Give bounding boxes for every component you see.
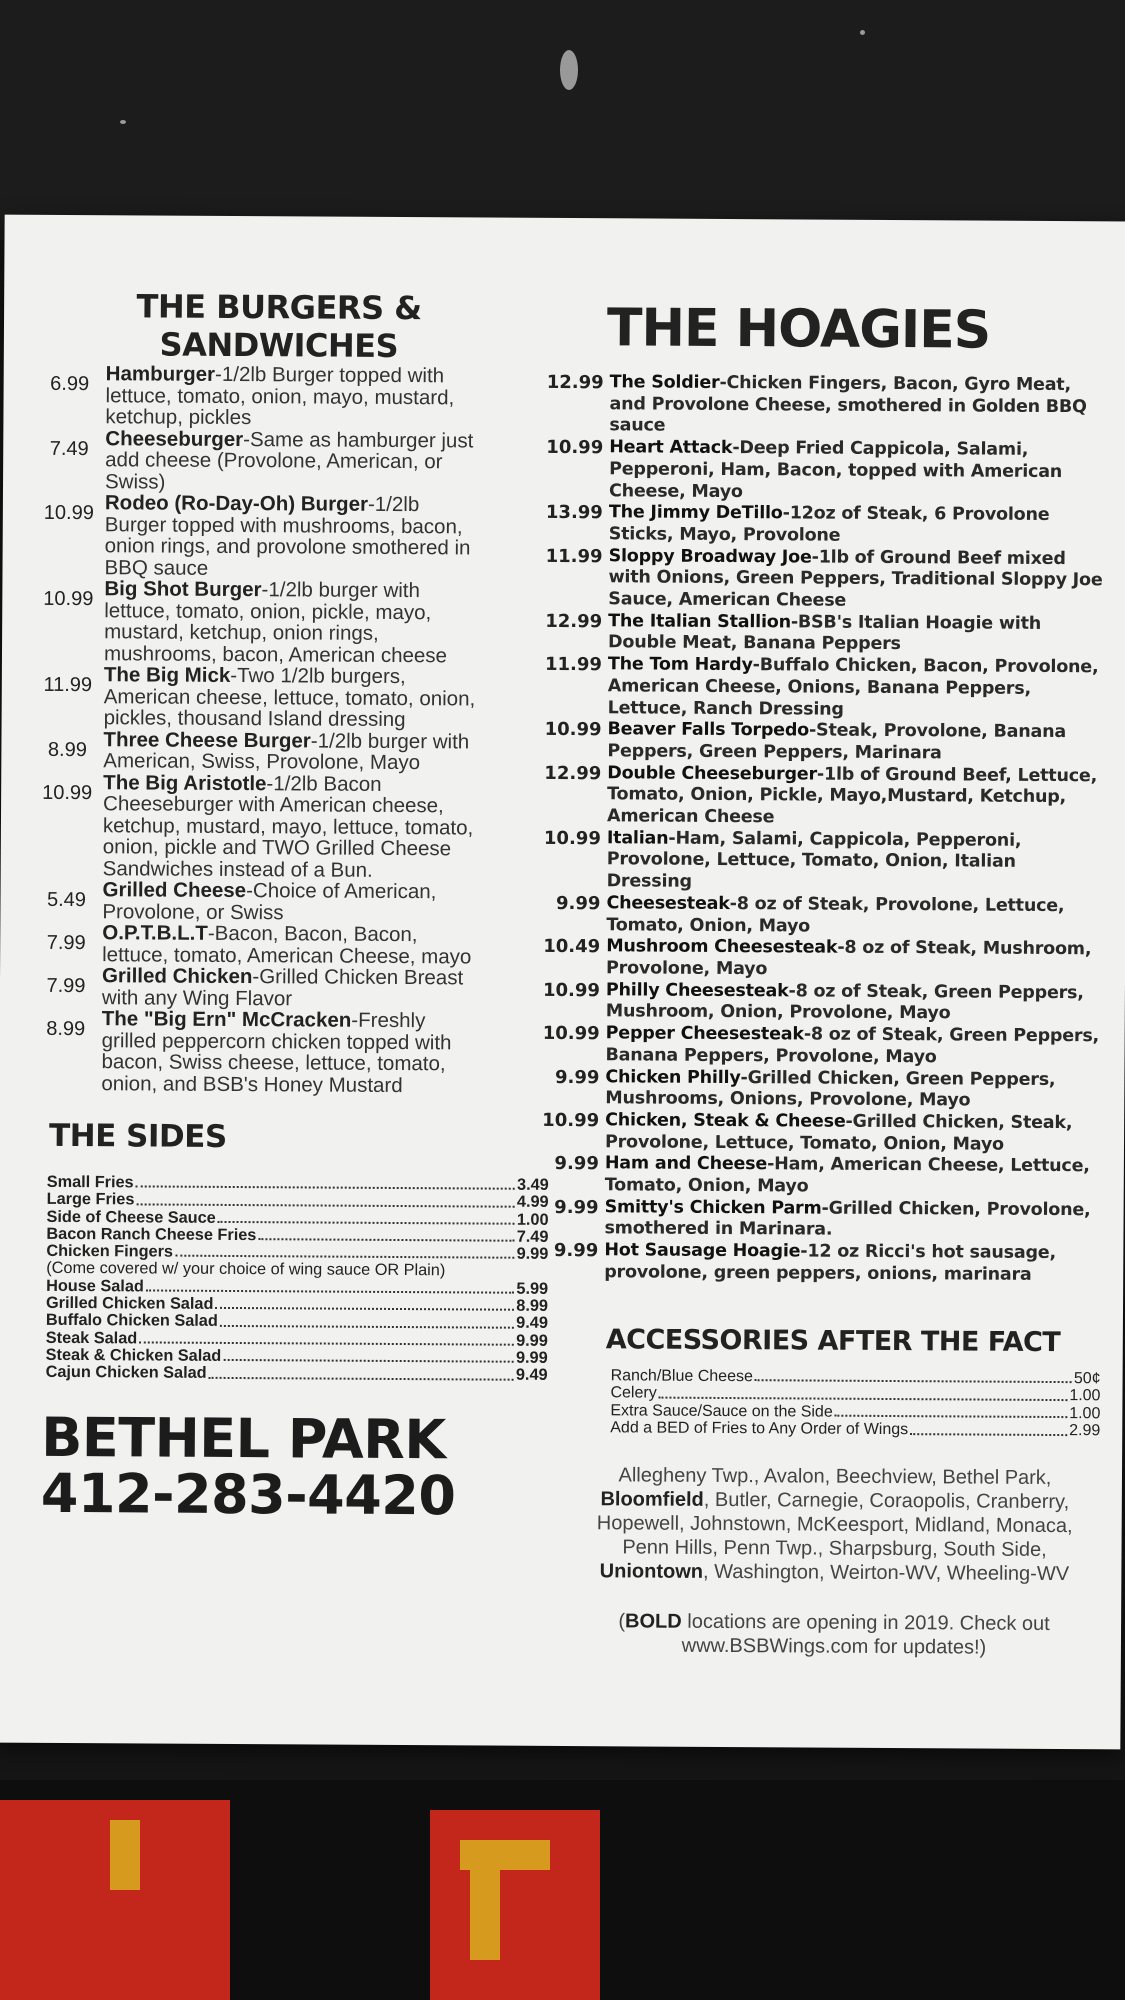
item-price: 10.99 — [42, 781, 93, 804]
line-price: 9.49 — [516, 1314, 548, 1333]
menu-item — [30, 879, 510, 925]
line-price: 9.99 — [515, 1348, 548, 1367]
line-label: Steak & Chicken Salad — [45, 1345, 222, 1365]
menu-item — [540, 611, 1115, 658]
item-price: 10.99 — [43, 501, 94, 525]
locations-bold: Uniontown — [599, 1559, 704, 1583]
item-description — [605, 1023, 1105, 1069]
line-label: Bacon Ranch Cheese Fries — [46, 1224, 257, 1245]
line-label: Add a BED of Fries to Any Order of Wings — [610, 1419, 909, 1439]
item-price: 9.99 — [554, 1196, 599, 1218]
item-details: -1lb of Ground Beef, Lettuce, Tomato, Onion, Pickle, Mayo,Mustard, Ketchup, American Cheese — [606, 764, 1098, 828]
item-details: -Bacon, Bacon, Bacon, lettuce, tomato, American Cheese, mayo — [102, 921, 472, 968]
dot-leader — [258, 1238, 514, 1242]
item-price: 10.99 — [542, 979, 601, 1001]
dot-leader — [136, 1186, 515, 1190]
accessories-heading: ACCESSORIES AFTER THE FACT — [605, 1323, 1061, 1358]
item-description — [608, 654, 1108, 722]
item-name: Heart Attack — [609, 437, 733, 459]
item-details: -1/2lb burger with lettuce, tomato, onion, pickle, mayo, mustard, ketchup, onion rings, mushrooms, bacon, American cheese — [103, 578, 448, 667]
menu-item — [540, 545, 1115, 614]
item-description — [605, 1067, 1105, 1113]
item-price: 11.99 — [545, 545, 603, 567]
item-price: 8.99 — [47, 738, 87, 761]
dot-leader — [835, 1415, 1067, 1418]
item-name: Chicken Philly — [605, 1066, 741, 1088]
item-details: -Deep Fried Cappicola, Salami, Pepperoni, Ham, Bacon, topped with American Cheese, Mayo — [608, 438, 1063, 502]
sides-heading: THE SIDES — [48, 1117, 227, 1155]
item-details: -1/2lb Burger topped with lettuce, tomato, onion, mayo, mustard, ketchup, pickles — [105, 362, 455, 430]
item-name: The "Big Ern" McCracken — [101, 1007, 352, 1032]
item-price: 11.99 — [544, 654, 603, 676]
rug-gold-patch — [110, 1820, 140, 1890]
menu-item — [30, 965, 510, 1011]
menu-item — [539, 763, 1114, 832]
store-phone: 412-283-4420 — [40, 1461, 456, 1527]
price-line — [610, 1419, 1100, 1439]
item-price: 7.99 — [46, 974, 86, 998]
menu-item — [31, 771, 512, 881]
locations-part: Allegheny Twp., Avalon, Beechview, Bethel Park, — [618, 1463, 1052, 1489]
item-name: Pepper Cheesesteak — [605, 1023, 804, 1045]
item-name: The Big Aristotle — [103, 770, 267, 795]
dot-leader — [215, 1307, 514, 1311]
line-price: 8.99 — [516, 1296, 549, 1315]
item-description — [605, 1154, 1105, 1200]
menu-item — [32, 578, 513, 667]
menu-item — [538, 980, 1113, 1027]
menu-item — [541, 502, 1116, 549]
menu-item — [31, 728, 511, 774]
item-details: -Freshly grilled peppercorn chicken topped with bacon, Swiss cheese, lettuce, tomato, onion, and BSB's Honey Mustard — [101, 1008, 452, 1097]
dot-leader — [139, 1341, 514, 1345]
menu-item — [30, 922, 510, 968]
item-description — [604, 1197, 1104, 1243]
item-price: 11.99 — [43, 673, 93, 697]
item-description — [607, 828, 1107, 896]
item-details: -1/2lb Burger topped with mushrooms, bacon, onion rings, and provolone smothered in BBQ sauce — [104, 492, 471, 580]
item-description — [607, 763, 1107, 831]
item-description — [104, 492, 485, 580]
line-price: 7.49 — [516, 1227, 549, 1246]
item-details: -Grilled Chicken Breast with any Wing Flavor — [101, 965, 464, 1010]
item-details: -8 oz of Steak, Provolone, Lettuce, Tomato, Onion, Mayo — [606, 893, 1065, 937]
notice-bold: BOLD — [625, 1609, 682, 1633]
price-line — [611, 1367, 1101, 1387]
table-speck — [860, 30, 865, 35]
line-label: Celery — [610, 1384, 657, 1402]
item-details: -Grilled Chicken, Steak, Provolone, Lettuce, Tomato, Onion, Mayo — [604, 1111, 1073, 1155]
line-price: 5.99 — [516, 1279, 549, 1298]
menu-item — [536, 1197, 1111, 1244]
item-price: 10.99 — [543, 827, 601, 849]
menu-item — [536, 1240, 1111, 1287]
opening-notice — [574, 1609, 1094, 1660]
notice-part: ( — [618, 1609, 626, 1632]
item-price: 12.99 — [546, 371, 604, 394]
line-label: Ranch/Blue Cheese — [610, 1366, 753, 1385]
table-surface — [0, 0, 1125, 240]
accessories-list — [610, 1367, 1100, 1440]
price-line — [46, 1364, 548, 1384]
dot-leader — [218, 1221, 515, 1225]
menu-item — [33, 427, 513, 494]
line-price: 1.00 — [1069, 1404, 1101, 1422]
item-description — [607, 720, 1107, 766]
dot-leader — [175, 1255, 515, 1259]
item-name: Hot Sausage Hoagie — [604, 1240, 801, 1262]
menu-item — [538, 893, 1113, 940]
line-label: Large Fries — [46, 1190, 135, 1209]
item-name: O.P.T.B.L.T — [102, 921, 208, 945]
rug-gold-patch — [470, 1870, 500, 1960]
item-name: The Italian Stallion — [608, 611, 791, 633]
item-description — [105, 363, 485, 430]
line-price: 1.00 — [516, 1210, 549, 1229]
left-column — [27, 287, 549, 1527]
rug-red-patch — [430, 1810, 600, 2000]
menu-item — [541, 437, 1116, 506]
dot-leader — [755, 1379, 1072, 1383]
item-price: 10.99 — [542, 1022, 600, 1045]
dot-leader — [220, 1325, 514, 1329]
item-details: -1/2lb Bacon Cheeseburger with American cheese, ketchup, mustard, mayo, lettuce, tomato, onion, pickle and TWO Grilled Cheese Sandwiches instead of a Bun. — [102, 771, 474, 882]
dot-leader — [136, 1203, 515, 1207]
locations-bold: Bloomfield — [600, 1487, 704, 1511]
line-price: 1.00 — [1069, 1387, 1101, 1405]
item-price: 12.99 — [545, 610, 603, 632]
item-price: 7.99 — [46, 931, 86, 955]
item-description — [609, 437, 1109, 505]
dot-leader — [223, 1359, 514, 1363]
item-price: 13.99 — [545, 502, 603, 524]
item-details: -8 oz of Steak, Green Peppers, Mushroom, Onion, Provolone, Mayo — [605, 981, 1084, 1024]
item-name: Beaver Falls Torpedo — [607, 719, 810, 741]
menu-item — [537, 1066, 1112, 1113]
item-price: 10.99 — [43, 587, 94, 611]
item-details: -Buffalo Chicken, Bacon, Provolone, American Cheese, Onions, Banana Peppers, Lettuce, Ranch Dressing — [607, 655, 1099, 720]
menu-item — [537, 1023, 1112, 1070]
menu-item — [32, 664, 512, 731]
item-price: 10.49 — [543, 936, 601, 958]
right-column — [534, 298, 1117, 1660]
item-name: Cheeseburger — [105, 426, 244, 451]
item-name: Big Shot Burger — [104, 577, 262, 602]
item-name: Rodeo (Ro-Day-Oh) Burger — [104, 491, 369, 516]
item-price: 9.99 — [555, 892, 601, 915]
menu-item — [539, 828, 1114, 897]
item-name: Mushroom Cheesesteak — [606, 936, 838, 958]
item-price: 12.99 — [544, 762, 602, 784]
sides-list — [46, 1174, 549, 1385]
item-description — [103, 772, 484, 882]
item-details: -12 oz Ricci's hot sausage, provolone, green peppers, onions, marinara — [604, 1241, 1056, 1285]
item-name: Philly Cheesesteak — [605, 979, 789, 1002]
menu-item — [29, 1008, 510, 1097]
notice-part: locations are opening in 2019. Check out www.BSBWings.com for updates!) — [681, 1610, 1050, 1659]
line-label: Steak Salad — [45, 1328, 138, 1348]
locations-part: , Butler, Carnegie, Coraopolis, Cranberry, Hopewell, Johnstown, McKeesport, Midland, Monaca, Penn Hills, Penn Twp., Sharpsburg, South Side, — [596, 1488, 1073, 1561]
locations-part: , Washington, Weirton-WV, Wheeling-WV — [702, 1560, 1070, 1585]
menu-item — [540, 654, 1115, 723]
item-description — [102, 965, 482, 1010]
burgers-heading: THE BURGERS & SANDWICHES — [136, 287, 422, 365]
item-details: -1lb of Ground Beef mixed with Onions, Green Peppers, Traditional Sloppy Joe Sauce, American Cheese — [608, 547, 1103, 611]
line-label: Buffalo Chicken Salad — [45, 1311, 218, 1331]
item-details: -Ham, American Cheese, Lettuce, Tomato, Onion, Mayo — [604, 1154, 1090, 1197]
item-name: Chicken, Steak & Cheese — [605, 1110, 846, 1132]
item-name: The Soldier — [609, 372, 720, 393]
item-description — [102, 922, 482, 967]
item-name: Grilled Chicken — [101, 964, 253, 989]
line-price: 9.49 — [515, 1365, 548, 1385]
store-name: BETHEL PARK — [41, 1405, 446, 1471]
dot-leader — [209, 1376, 514, 1380]
item-price: 6.99 — [50, 372, 90, 396]
item-name: The Jimmy DeTillo — [608, 502, 783, 524]
item-name: Ham and Cheese — [604, 1153, 768, 1175]
dot-leader — [910, 1433, 1067, 1436]
item-details: -Ham, Salami, Cappicola, Pepperoni, Provolone, Lettuce, Tomato, Onion, Italian Dressing — [606, 828, 1022, 892]
item-price: 9.99 — [554, 1153, 599, 1175]
item-details: -12oz of Steak, 6 Provolone Sticks, Mayo, Provolone — [608, 503, 1050, 546]
line-label: Small Fries — [46, 1172, 134, 1192]
line-label: Grilled Chicken Salad — [45, 1293, 214, 1313]
line-price: 4.99 — [516, 1193, 549, 1212]
line-label: Cajun Chicken Salad — [45, 1363, 207, 1383]
item-description — [608, 611, 1108, 657]
item-name: Three Cheese Burger — [103, 727, 311, 752]
item-description — [609, 502, 1109, 548]
line-price: 2.99 — [1069, 1422, 1101, 1440]
line-label: Extra Sauce/Sauce on the Side — [610, 1401, 833, 1421]
item-price: 8.99 — [46, 1017, 86, 1041]
menu-sheet — [0, 215, 1125, 1750]
item-price: 10.99 — [546, 437, 604, 459]
item-price: 7.49 — [49, 437, 89, 460]
item-price: 9.99 — [553, 1240, 599, 1262]
item-description — [104, 578, 485, 666]
item-name: Double Cheeseburger — [607, 762, 818, 785]
item-description — [101, 1008, 482, 1096]
rug-gold-patch — [460, 1840, 550, 1870]
line-price: 9.99 — [516, 1331, 548, 1350]
menu-item — [537, 1153, 1112, 1200]
item-name: The Tom Hardy — [607, 654, 753, 676]
menu-item — [537, 1110, 1112, 1157]
line-label: Chicken Fingers — [46, 1242, 174, 1261]
line-label: House Salad — [46, 1276, 144, 1296]
locations-text — [574, 1463, 1095, 1586]
item-name: Hamburger — [105, 362, 216, 386]
item-name: The Big Mick — [103, 663, 231, 687]
table-speck — [120, 120, 126, 124]
item-details: -8 oz of Steak, Green Peppers, Banana Peppers, Provolone, Mayo — [605, 1024, 1100, 1068]
item-description — [103, 729, 483, 774]
burgers-list — [29, 363, 513, 1097]
item-description — [606, 937, 1106, 983]
item-name: Grilled Cheese — [102, 878, 247, 903]
line-price: 9.99 — [516, 1244, 549, 1264]
menu-item — [538, 936, 1113, 983]
table-speck — [560, 50, 578, 90]
dot-leader — [146, 1290, 515, 1294]
item-name: Smitty's Chicken Parm — [604, 1196, 822, 1219]
item-details: -Grilled Chicken, Provolone, smothered in Marinara. — [604, 1198, 1091, 1241]
item-details: -BSB's Italian Hoagie with Double Meat, Banana Peppers — [608, 612, 1042, 655]
dot-leader — [659, 1396, 1068, 1400]
item-description — [609, 372, 1109, 440]
floor-rug — [0, 1780, 1125, 2000]
menu-item — [539, 719, 1114, 766]
item-details: -1/2lb burger with American, Swiss, Provolone, Mayo — [103, 728, 470, 775]
item-description — [104, 664, 484, 731]
item-description — [105, 428, 485, 495]
item-description — [604, 1240, 1104, 1286]
item-details: -8 oz of Steak, Mushroom, Provolone, Mayo — [606, 937, 1092, 980]
menu-item — [33, 363, 513, 430]
item-description — [102, 879, 482, 924]
line-price: 3.49 — [517, 1175, 549, 1194]
item-details: -Grilled Chicken, Green Peppers, Mushrooms, Onions, Provolone, Mayo — [605, 1067, 1056, 1111]
hoagies-list — [536, 372, 1117, 1287]
item-price: 9.99 — [554, 1066, 600, 1088]
line-price: 50¢ — [1073, 1369, 1101, 1387]
item-name: Italian — [606, 828, 669, 849]
item-description — [605, 1110, 1105, 1156]
line-label: Side of Cheese Sauce — [46, 1207, 216, 1227]
item-description — [606, 980, 1106, 1026]
sides-note: (Come covered w/ your choice of wing sauce OR Plain) — [46, 1259, 446, 1280]
item-details: -Chicken Fingers, Bacon, Gyro Meat, and Provolone Cheese, smothered in Golden BBQ sauce — [609, 372, 1087, 437]
item-details: -Choice of American, Provolone, or Swiss — [102, 879, 437, 924]
hoagies-heading: THE HOAGIES — [606, 298, 991, 361]
item-price: 5.49 — [46, 888, 87, 912]
item-details: -Two 1/2lb burgers, American cheese, lettuce, tomato, onion, pickles, thousand Island dressing — [103, 663, 476, 732]
menu-item — [541, 372, 1116, 441]
menu-item — [32, 492, 513, 581]
item-name: Cheesesteak — [606, 893, 730, 914]
item-description — [606, 893, 1106, 939]
item-description — [608, 546, 1108, 614]
store-info — [40, 1405, 508, 1527]
item-name: Sloppy Broadway Joe — [608, 545, 812, 568]
item-details: -Same as hamburger just add cheese (Provolone, American, or Swiss) — [104, 427, 474, 494]
item-price: 10.99 — [542, 1109, 600, 1132]
item-price: 10.99 — [544, 719, 602, 741]
item-details: -Steak, Provolone, Banana Peppers, Green Peppers, Marinara — [607, 720, 1067, 764]
